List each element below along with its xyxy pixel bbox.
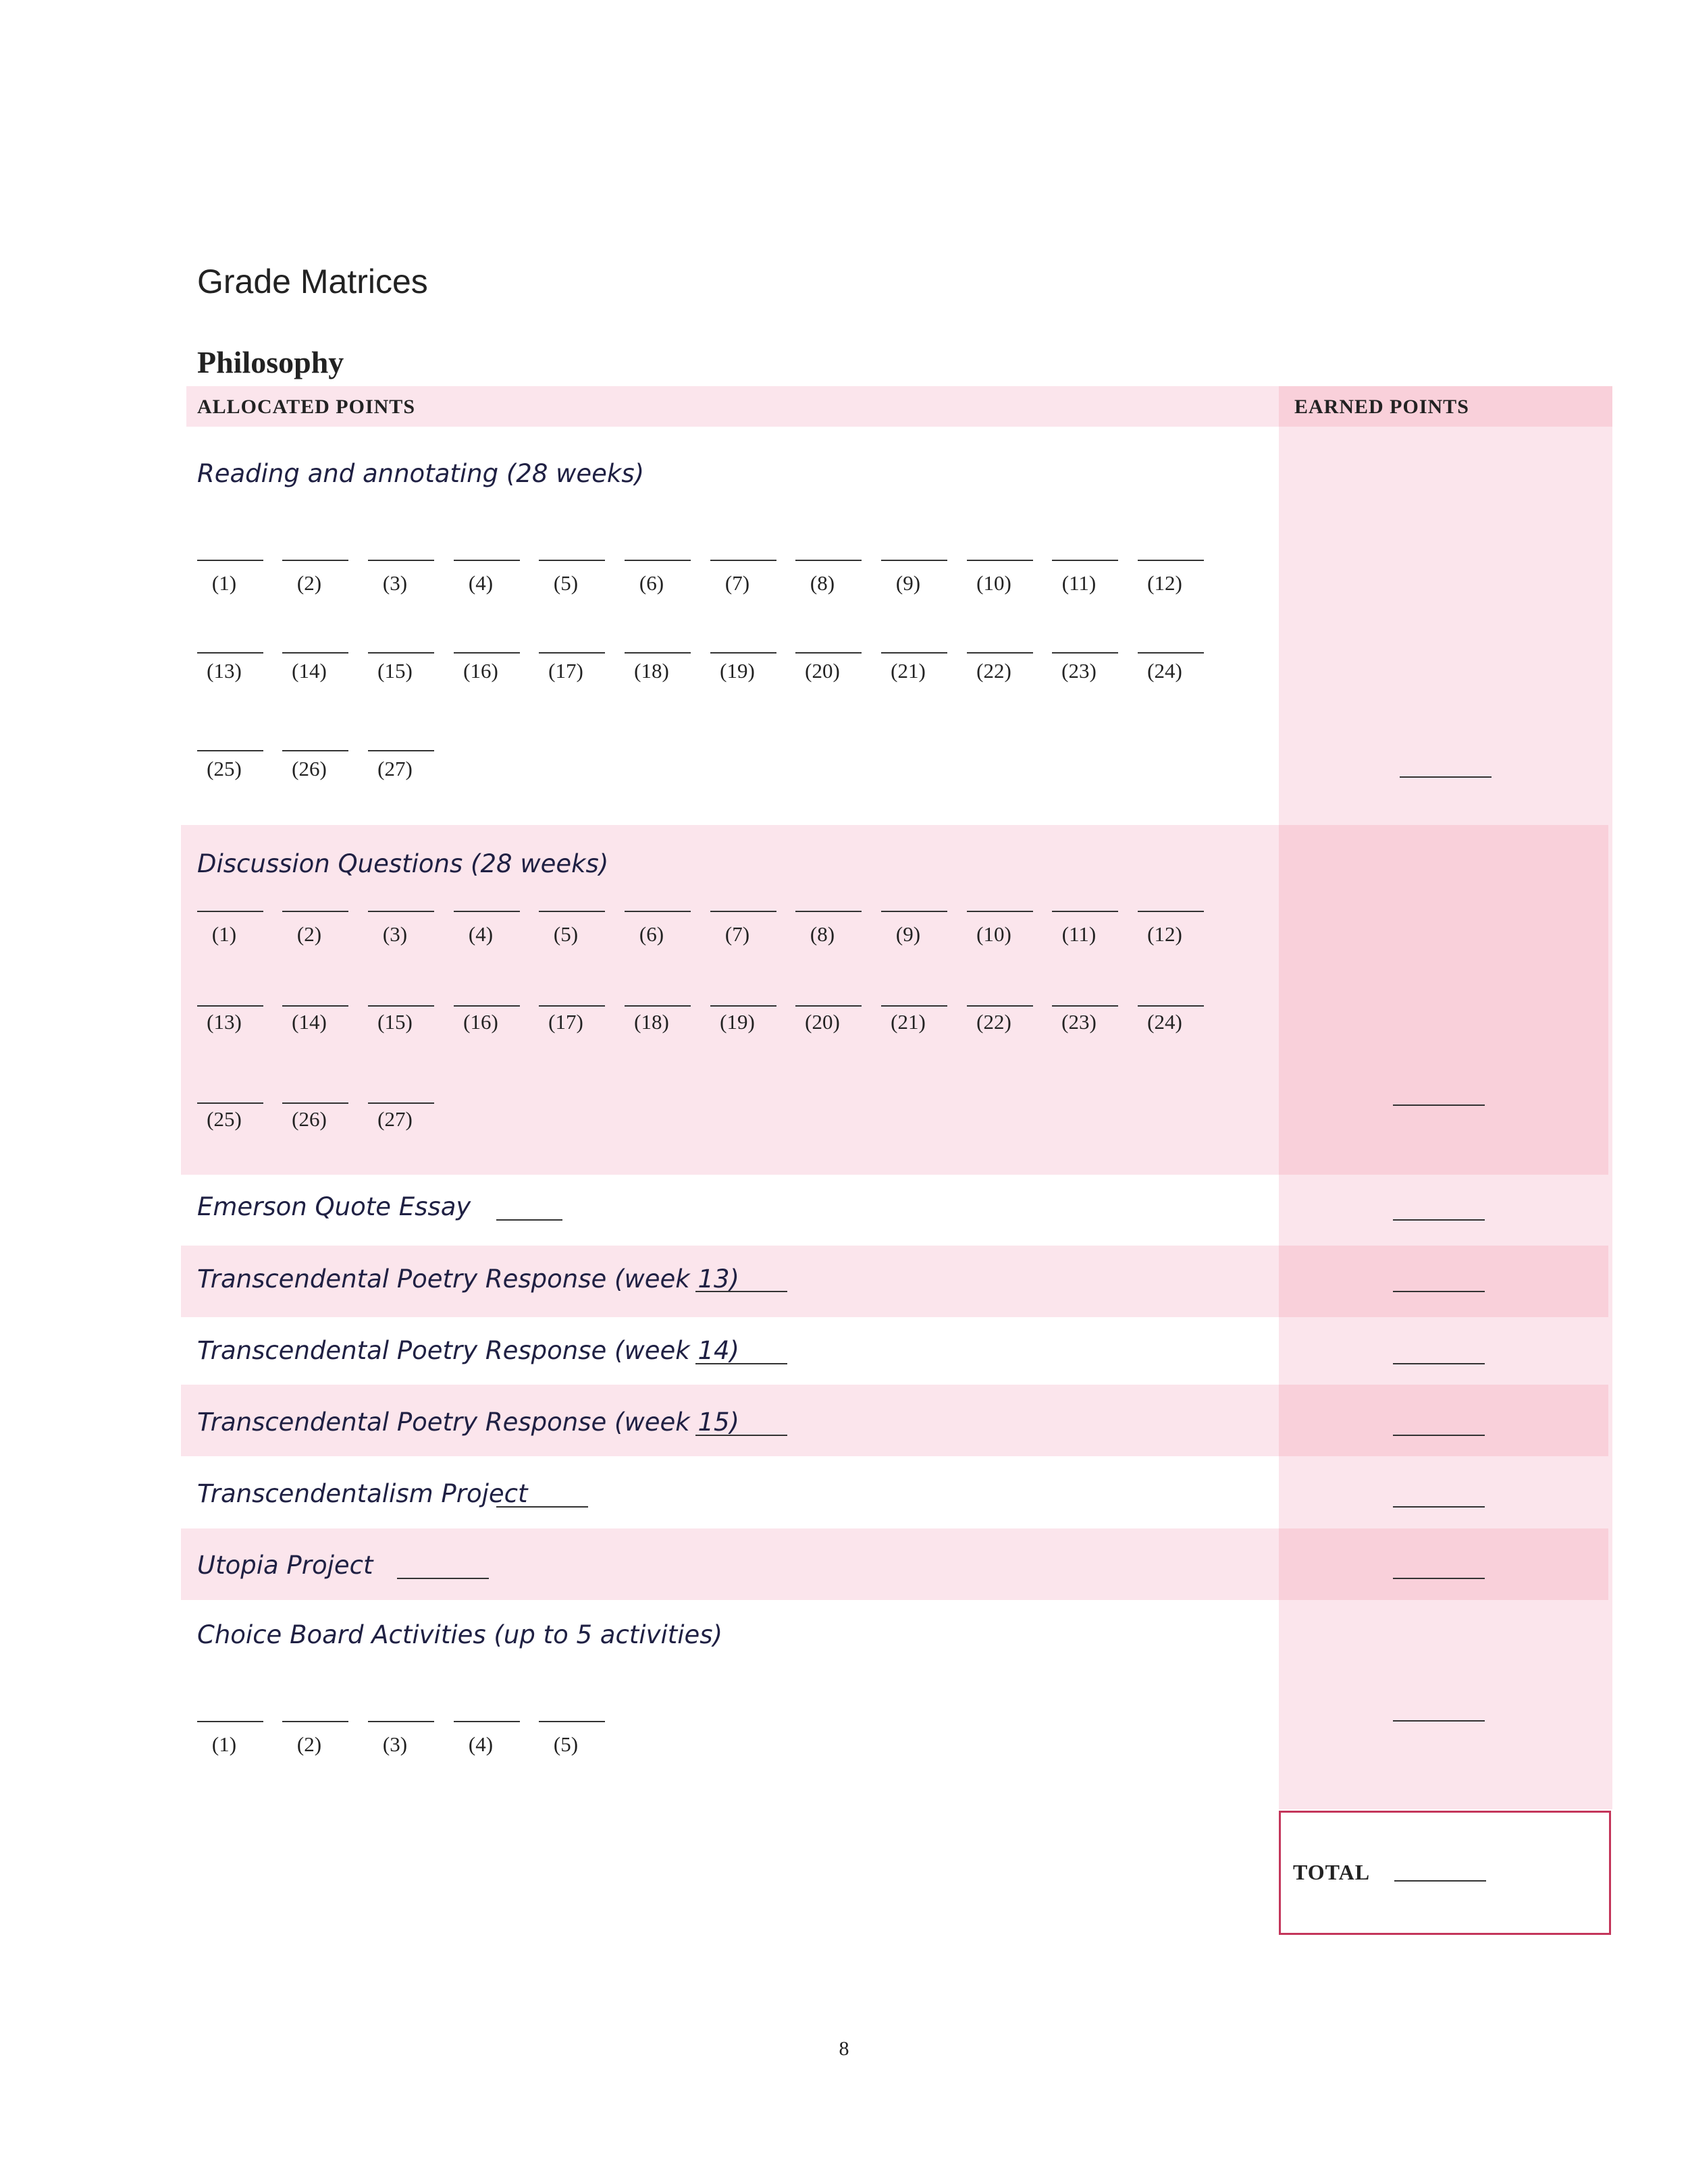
reading-blank-27[interactable]: [368, 750, 434, 751]
reading-item-number: (24): [1147, 659, 1182, 683]
reading-item-number: (10): [976, 571, 1011, 595]
discussion-blank-20[interactable]: [795, 1005, 862, 1007]
discussion-item-number: (14): [292, 1010, 327, 1034]
discussion-blank-1[interactable]: [197, 911, 263, 912]
reading-blank-21[interactable]: [881, 652, 947, 654]
reading-blank-13[interactable]: [197, 652, 263, 654]
choice-board-item-number: (2): [296, 1732, 322, 1756]
discussion-blank-26[interactable]: [282, 1102, 348, 1104]
reading-item-number: (16): [463, 659, 498, 683]
page-title: Grade Matrices: [197, 263, 428, 300]
reading-blank-23[interactable]: [1052, 652, 1118, 654]
reading-item-number: (14): [292, 659, 327, 683]
discussion-blank-2[interactable]: [282, 911, 348, 912]
discussion-blank-15[interactable]: [368, 1005, 434, 1007]
poetry-13-label: Transcendental Poetry Response (week 13): [197, 1264, 739, 1294]
poetry-15-earned-band: [1279, 1385, 1608, 1456]
discussion-blank-18[interactable]: [625, 1005, 691, 1007]
transcendentalism-project-earned-blank[interactable]: [1393, 1506, 1485, 1508]
discussion-blank-27[interactable]: [368, 1102, 434, 1104]
choice-board-label: Choice Board Activities (up to 5 activities): [197, 1620, 723, 1649]
choice-board-blank-1[interactable]: [197, 1721, 263, 1722]
poetry-13-allocated-blank[interactable]: [695, 1291, 787, 1292]
poetry-13-earned-blank[interactable]: [1393, 1291, 1485, 1292]
reading-blank-7[interactable]: [710, 560, 776, 561]
discussion-blank-24[interactable]: [1138, 1005, 1204, 1007]
discussion-blank-21[interactable]: [881, 1005, 947, 1007]
discussion-blank-3[interactable]: [368, 911, 434, 912]
discussion-item-number: (4): [468, 922, 494, 946]
discussion-blank-10[interactable]: [967, 911, 1033, 912]
choice-board-blank-4[interactable]: [454, 1721, 520, 1722]
utopia-earned-band: [1279, 1528, 1608, 1600]
poetry-13-earned-band: [1279, 1246, 1608, 1317]
discussion-blank-9[interactable]: [881, 911, 947, 912]
reading-blank-11[interactable]: [1052, 560, 1118, 561]
emerson-essay-allocated-blank[interactable]: [496, 1219, 562, 1221]
utopia-project-earned-blank[interactable]: [1393, 1578, 1485, 1579]
emerson-essay-earned-blank[interactable]: [1393, 1219, 1485, 1221]
reading-earned-blank[interactable]: [1400, 776, 1492, 778]
reading-item-number: (20): [805, 659, 840, 683]
reading-item-number: (25): [207, 757, 242, 780]
transcendentalism-project-allocated-blank[interactable]: [496, 1506, 588, 1508]
transcendentalism-project-label: Transcendentalism Project: [197, 1479, 528, 1508]
section-title: Philosophy: [197, 345, 344, 379]
discussion-label: Discussion Questions (28 weeks): [197, 849, 609, 878]
poetry-14-label: Transcendental Poetry Response (week 14): [197, 1336, 739, 1365]
reading-blank-5[interactable]: [539, 560, 605, 561]
reading-blank-9[interactable]: [881, 560, 947, 561]
discussion-blank-12[interactable]: [1138, 911, 1204, 912]
reading-item-number: (3): [382, 571, 408, 595]
poetry-14-allocated-blank[interactable]: [695, 1363, 787, 1364]
discussion-item-number: (3): [382, 922, 408, 946]
discussion-blank-4[interactable]: [454, 911, 520, 912]
discussion-item-number: (18): [634, 1010, 669, 1034]
discussion-blank-11[interactable]: [1052, 911, 1118, 912]
reading-label: Reading and annotating (28 weeks): [197, 459, 645, 488]
utopia-project-allocated-blank[interactable]: [397, 1578, 489, 1579]
reading-blank-8[interactable]: [795, 560, 862, 561]
poetry-15-allocated-blank[interactable]: [695, 1435, 787, 1436]
reading-item-number: (15): [377, 659, 413, 683]
discussion-item-number: (10): [976, 922, 1011, 946]
reading-item-number: (13): [207, 659, 242, 683]
discussion-blank-17[interactable]: [539, 1005, 605, 1007]
discussion-item-number: (17): [548, 1010, 583, 1034]
discussion-blank-14[interactable]: [282, 1005, 348, 1007]
discussion-item-number: (21): [891, 1010, 926, 1034]
reading-item-number: (8): [810, 571, 835, 595]
total-box: [1279, 1811, 1611, 1935]
discussion-item-number: (26): [292, 1107, 327, 1131]
total-blank[interactable]: [1394, 1880, 1486, 1882]
discussion-blank-25[interactable]: [197, 1102, 263, 1104]
discussion-earned-blank[interactable]: [1393, 1104, 1485, 1106]
choice-board-blank-2[interactable]: [282, 1721, 348, 1722]
allocated-points-header: ALLOCATED POINTS: [197, 396, 416, 418]
reading-blank-20[interactable]: [795, 652, 862, 654]
reading-blank-17[interactable]: [539, 652, 605, 654]
reading-item-number: (21): [891, 659, 926, 683]
reading-blank-25[interactable]: [197, 750, 263, 751]
reading-blank-22[interactable]: [967, 652, 1033, 654]
reading-item-number: (12): [1147, 571, 1182, 595]
choice-board-item-number: (1): [211, 1732, 237, 1756]
reading-item-number: (19): [720, 659, 755, 683]
page-number: 8: [839, 2037, 849, 2060]
discussion-item-number: (19): [720, 1010, 755, 1034]
discussion-item-number: (20): [805, 1010, 840, 1034]
discussion-item-number: (13): [207, 1010, 242, 1034]
discussion-item-number: (6): [639, 922, 664, 946]
reading-blank-2[interactable]: [282, 560, 348, 561]
discussion-item-number: (15): [377, 1010, 413, 1034]
discussion-blank-5[interactable]: [539, 911, 605, 912]
reading-blank-15[interactable]: [368, 652, 434, 654]
reading-blank-16[interactable]: [454, 652, 520, 654]
reading-item-number: (17): [548, 659, 583, 683]
poetry-14-earned-blank[interactable]: [1393, 1363, 1485, 1364]
discussion-blank-16[interactable]: [454, 1005, 520, 1007]
discussion-blank-22[interactable]: [967, 1005, 1033, 1007]
reading-blank-19[interactable]: [710, 652, 776, 654]
reading-item-number: (1): [211, 571, 237, 595]
discussion-item-number: (25): [207, 1107, 242, 1131]
reading-item-number: (5): [553, 571, 579, 595]
discussion-item-number: (12): [1147, 922, 1182, 946]
total-label: TOTAL: [1293, 1860, 1371, 1884]
reading-blank-14[interactable]: [282, 652, 348, 654]
reading-item-number: (18): [634, 659, 669, 683]
reading-item-number: (11): [1061, 571, 1097, 595]
discussion-item-number: (27): [377, 1107, 413, 1131]
discussion-item-number: (9): [895, 922, 921, 946]
poetry-15-earned-blank[interactable]: [1393, 1435, 1485, 1436]
choice-board-item-number: (5): [553, 1732, 579, 1756]
discussion-item-number: (8): [810, 922, 835, 946]
discussion-item-number: (5): [553, 922, 579, 946]
discussion-blank-6[interactable]: [625, 911, 691, 912]
choice-board-item-number: (4): [468, 1732, 494, 1756]
reading-blank-4[interactable]: [454, 560, 520, 561]
discussion-item-number: (7): [724, 922, 750, 946]
choice-board-blank-5[interactable]: [539, 1721, 605, 1722]
discussion-item-number: (22): [976, 1010, 1011, 1034]
discussion-item-number: (16): [463, 1010, 498, 1034]
reading-item-number: (4): [468, 571, 494, 595]
utopia-project-label: Utopia Project: [197, 1551, 373, 1580]
reading-blank-18[interactable]: [625, 652, 691, 654]
reading-blank-10[interactable]: [967, 560, 1033, 561]
reading-item-number: (26): [292, 757, 327, 780]
discussion-item-number: (1): [211, 922, 237, 946]
reading-item-number: (23): [1061, 659, 1097, 683]
discussion-item-number: (24): [1147, 1010, 1182, 1034]
discussion-item-number: (2): [296, 922, 322, 946]
reading-blank-6[interactable]: [625, 560, 691, 561]
reading-blank-24[interactable]: [1138, 652, 1204, 654]
reading-item-number: (9): [895, 571, 921, 595]
discussion-blank-19[interactable]: [710, 1005, 776, 1007]
choice-board-blank-3[interactable]: [368, 1721, 434, 1722]
discussion-item-number: (11): [1061, 922, 1097, 946]
reading-blank-26[interactable]: [282, 750, 348, 751]
reading-item-number: (7): [724, 571, 750, 595]
reading-blank-12[interactable]: [1138, 560, 1204, 561]
reading-blank-3[interactable]: [368, 560, 434, 561]
discussion-earned-band: [1279, 825, 1608, 1175]
choice-board-item-number: (3): [382, 1732, 408, 1756]
reading-item-number: (22): [976, 659, 1011, 683]
reading-item-number: (27): [377, 757, 413, 780]
discussion-blank-13[interactable]: [197, 1005, 263, 1007]
reading-item-number: (2): [296, 571, 322, 595]
earned-points-header: EARNED POINTS: [1294, 396, 1469, 418]
poetry-15-label: Transcendental Poetry Response (week 15): [197, 1408, 739, 1437]
discussion-item-number: (23): [1061, 1010, 1097, 1034]
discussion-blank-7[interactable]: [710, 911, 776, 912]
choice-board-earned-blank[interactable]: [1393, 1720, 1485, 1722]
discussion-blank-23[interactable]: [1052, 1005, 1118, 1007]
discussion-blank-8[interactable]: [795, 911, 862, 912]
reading-item-number: (6): [639, 571, 664, 595]
reading-blank-1[interactable]: [197, 560, 263, 561]
emerson-essay-label: Emerson Quote Essay: [197, 1192, 471, 1221]
